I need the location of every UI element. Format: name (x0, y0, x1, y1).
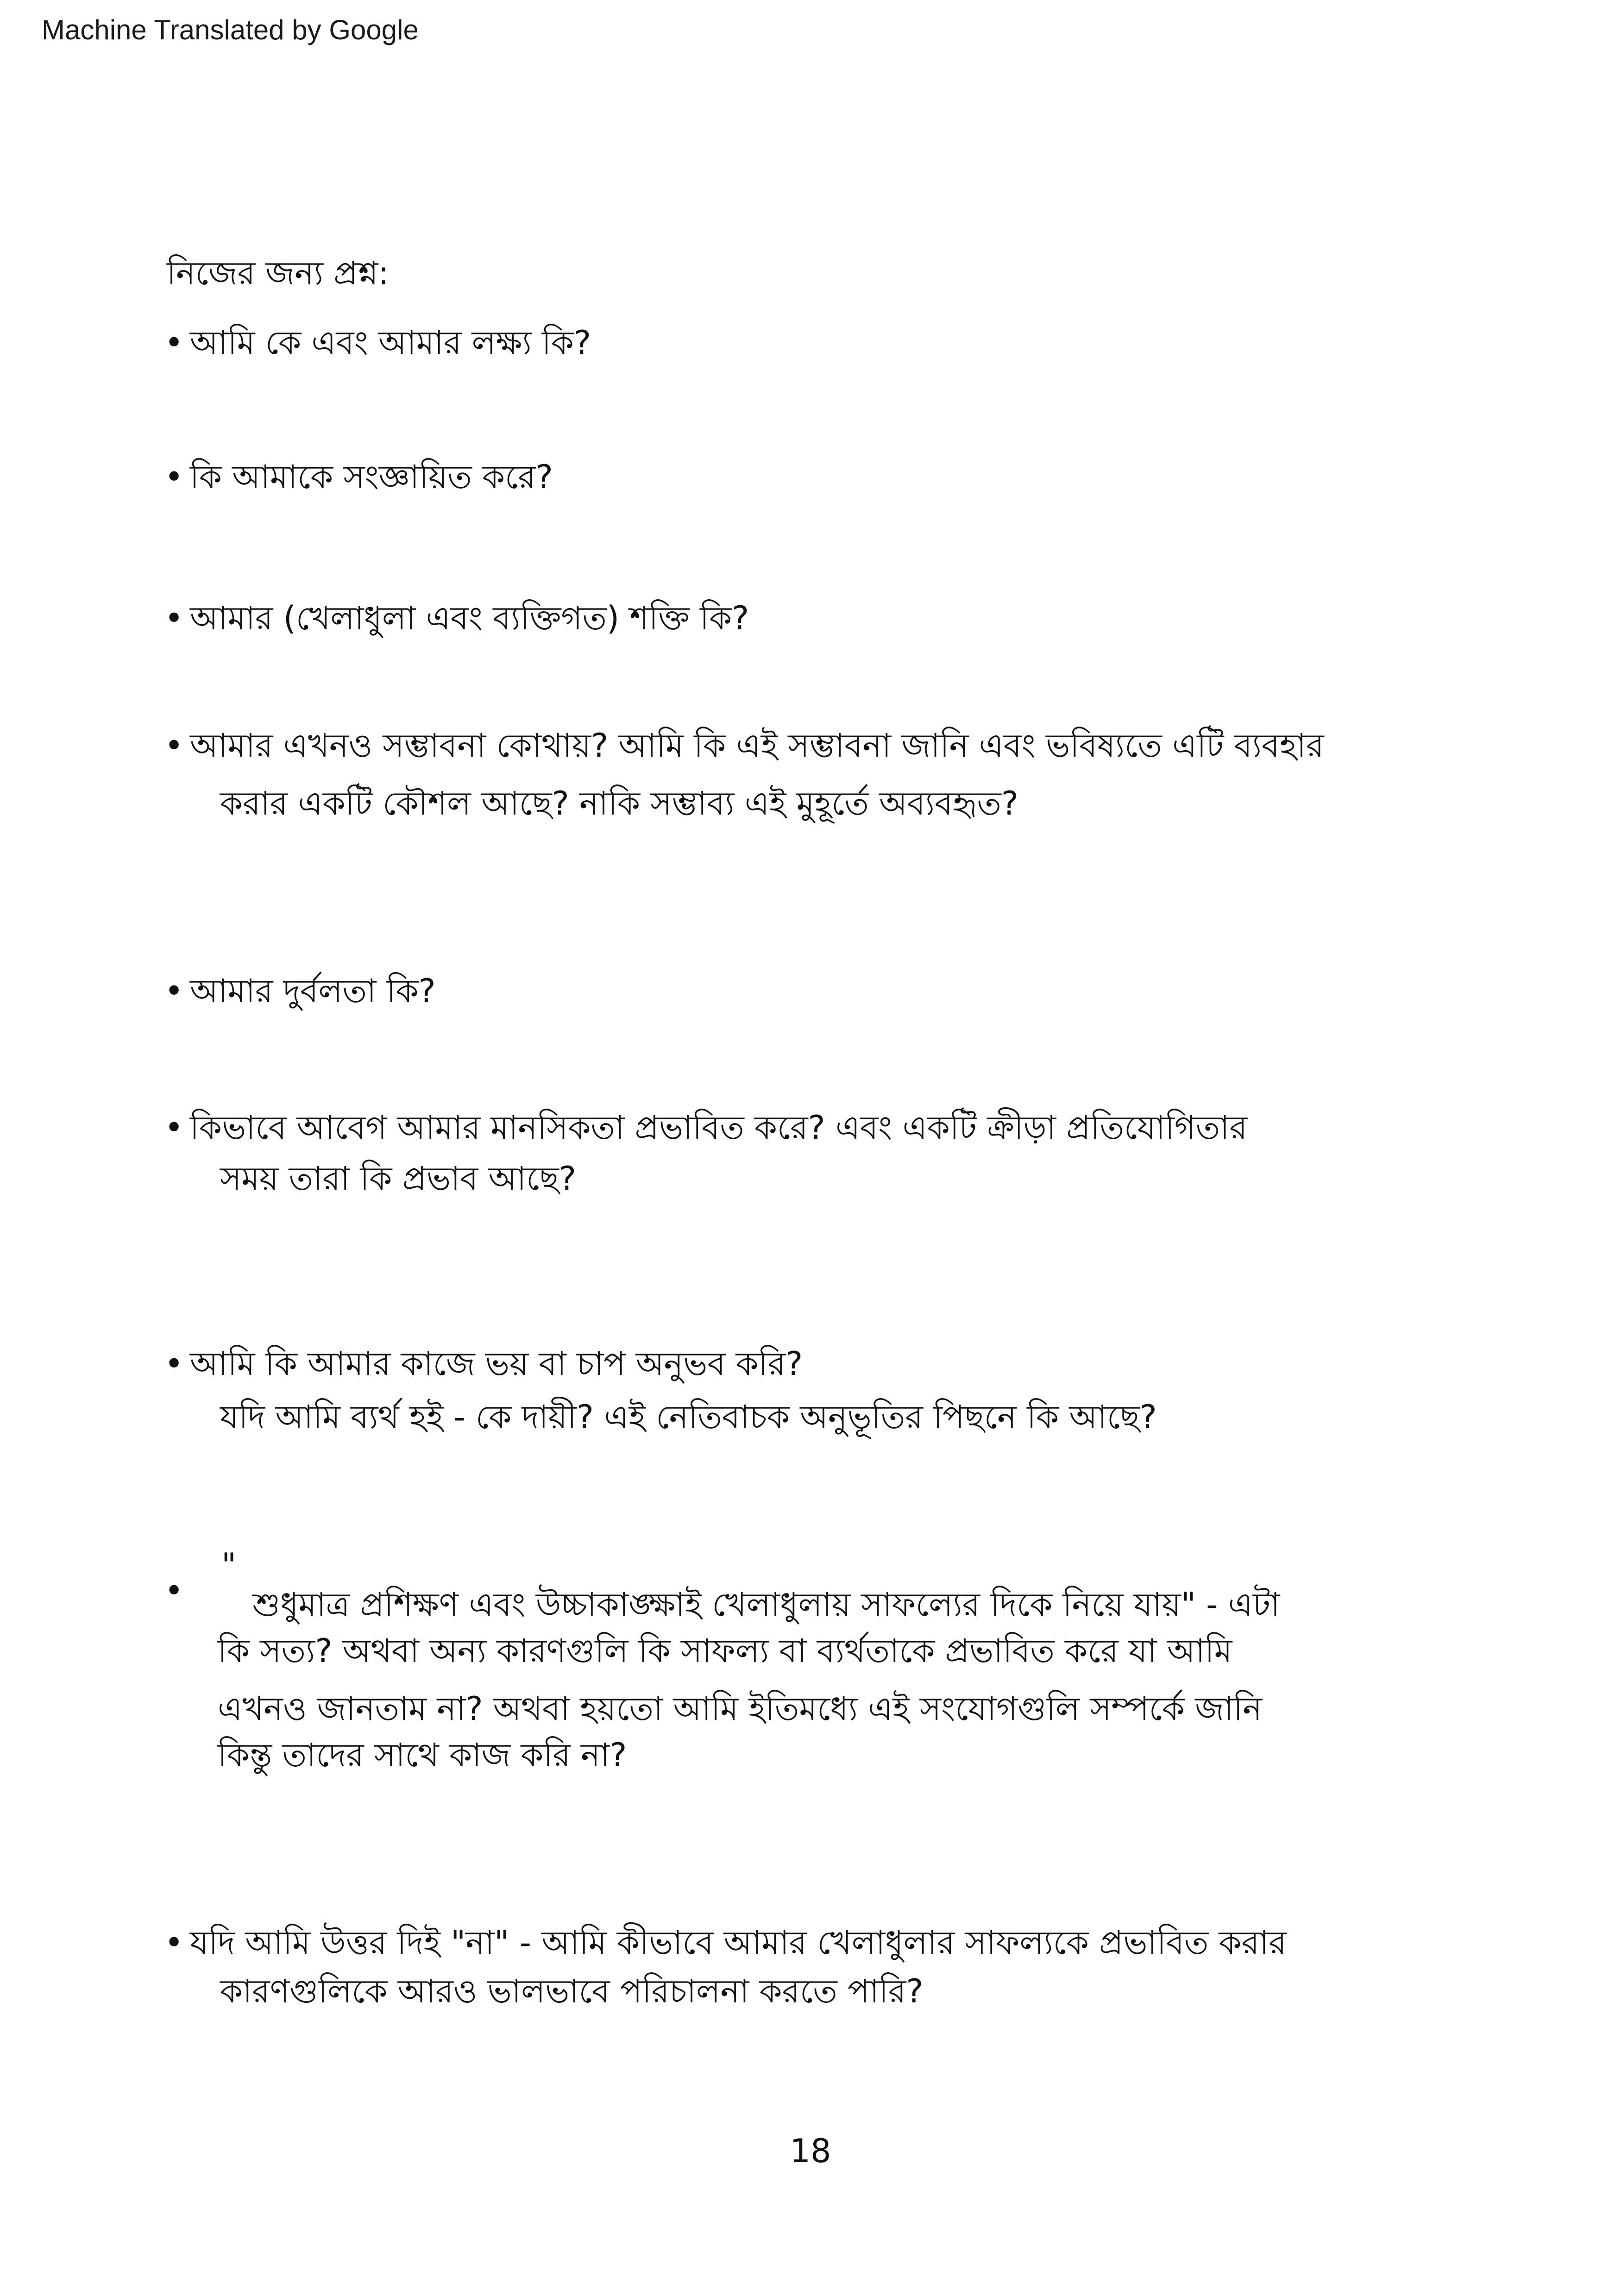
question-text: যদি আমি উত্তর দিই "না" - আমি কীভাবে আমার খেলাধুলার সাফল্যকে প্রভাবিত করার (190, 1924, 1287, 1962)
bullet-mark: • (164, 324, 184, 362)
question-text: আমি কে এবং আমার লক্ষ্য কি? (190, 324, 591, 362)
bullet-mark: • (164, 727, 184, 765)
question-text-continuation: সময় তারা কি প্রভাব আছে? (220, 1160, 576, 1198)
opening-quote-mark: " (221, 1546, 237, 1584)
question-text-continuation: এখনও জানতাম না? অথবা হয়তো আমি ইতিমধ্যে এই সংযোগগুলি সম্পর্কে জানি (218, 1690, 1262, 1728)
question-text-continuation: কিন্তু তাদের সাথে কাজ করি না? (218, 1736, 627, 1774)
machine-translation-watermark: Machine Translated by Google (42, 14, 419, 45)
page-number: 18 (790, 2132, 831, 2170)
bullet-mark: • (164, 972, 184, 1010)
question-text: কিভাবে আবেগ আমার মানসিকতা প্রভাবিত করে? এবং একটি ক্রীড়া প্রতিযোগিতার (190, 1109, 1248, 1147)
question-text: শুধুমাত্র প্রশিক্ষণ এবং উচ্চাকাঙ্ক্ষাই খেলাধুলায় সাফল্যের দিকে নিয়ে যায়" - এটা (252, 1586, 1280, 1624)
question-text-continuation: যদি আমি ব্যর্থ হই - কে দায়ী? এই নেতিবাচক অনুভূতির পিছনে কি আছে? (220, 1398, 1157, 1436)
bullet-mark: • (164, 599, 184, 637)
bullet-mark: • (164, 1572, 184, 1610)
question-text-continuation: করার একটি কৌশল আছে? নাকি সম্ভাব্য এই মুহূর্তে অব্যবহৃত? (220, 784, 1019, 822)
question-text: আমার এখনও সম্ভাবনা কোথায়? আমি কি এই সম্ভাবনা জানি এবং ভবিষ্যতে এটি ব্যবহার (190, 727, 1324, 765)
question-text: কি আমাকে সংজ্ঞায়িত করে? (190, 458, 553, 496)
question-text: আমার দুর্বলতা কি? (190, 972, 436, 1010)
question-text: আমি কি আমার কাজে ভয় বা চাপ অনুভব করি? (190, 1345, 803, 1383)
bullet-mark: • (164, 1924, 184, 1962)
page-heading: নিজের জন্য প্রশ্ন: (167, 254, 390, 292)
question-text-continuation: কি সত্য? অথবা অন্য কারণগুলি কি সাফল্য বা ব্যর্থতাকে প্রভাবিত করে যা আমি (218, 1632, 1232, 1670)
bullet-mark: • (164, 1109, 184, 1147)
bullet-mark: • (164, 458, 184, 496)
question-text-continuation: কারণগুলিকে আরও ভালভাবে পরিচালনা করতে পারি? (220, 1972, 924, 2010)
question-text: আমার (খেলাধুলা এবং ব্যক্তিগত) শক্তি কি? (190, 599, 749, 637)
bullet-mark: • (164, 1345, 184, 1383)
